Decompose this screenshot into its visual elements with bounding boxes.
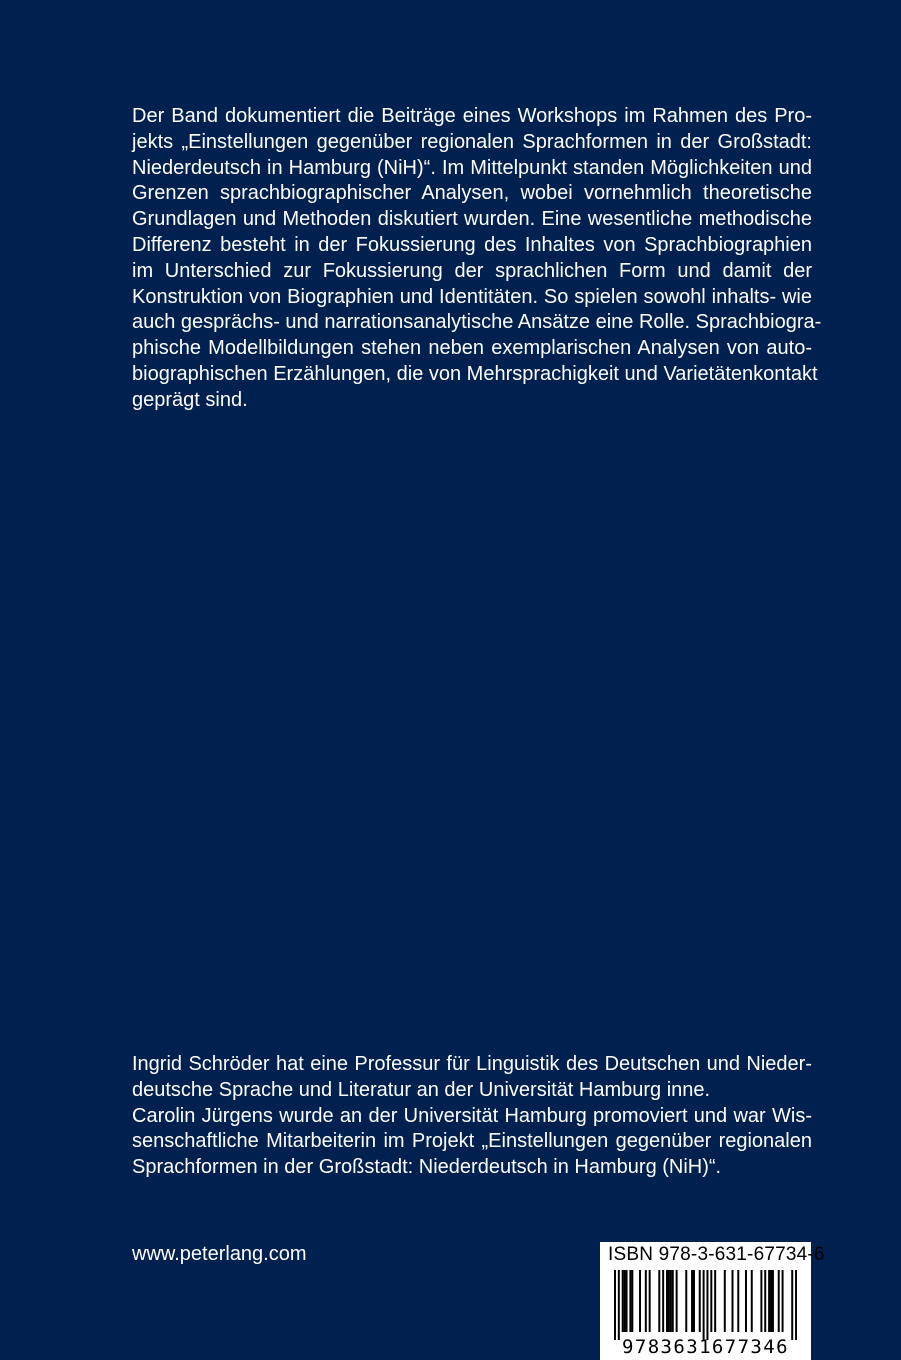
author-bio-line: Sprachformen in der Großstadt: Niederdeutsch in Hamburg (NiH)“. <box>132 1156 722 1179</box>
barcode-bar <box>626 1270 628 1332</box>
barcode-bar <box>768 1270 770 1332</box>
barcode-bar <box>714 1270 716 1332</box>
barcode-bar <box>670 1270 672 1332</box>
blurb-line: biographischen Erzählungen, die von Mehrsprachigkeit und Varietätenkontakt <box>132 362 818 385</box>
blurb-line: im Unterschied zur Fokussierung der sprachlichen Form und damit der <box>132 259 812 282</box>
barcode-bar <box>662 1270 664 1332</box>
barcode-bar <box>624 1270 626 1332</box>
author-bio-line: Carolin Jürgens wurde an der Universität Hamburg promoviert und war Wis- <box>132 1104 812 1127</box>
blurb-line: Grundlagen und Methoden diskutiert wurden. Eine wesentliche methodische <box>132 208 812 231</box>
blurb-line: Grenzen sprachbiographischer Analysen, wobei vornehmlich theoretische <box>132 182 812 205</box>
blurb-line: auch gesprächs- und narrationsanalytische Ansätze eine Rolle. Sprachbiogra- <box>132 311 822 334</box>
barcode-bar <box>770 1270 772 1332</box>
blurb-line: geprägt sind. <box>132 388 248 411</box>
blurb-line: Differenz besteht in der Fokussierung des Inhaltes von Sprachbiographien <box>132 233 812 256</box>
barcode-bar <box>672 1270 674 1332</box>
barcode-bar <box>699 1270 701 1332</box>
barcode-bar <box>782 1270 784 1332</box>
barcode-bar <box>618 1270 620 1340</box>
barcode-bar <box>760 1270 762 1332</box>
barcode-bar <box>645 1270 647 1332</box>
barcode-bar <box>691 1270 693 1332</box>
barcode-bar <box>629 1270 631 1332</box>
author-bio-line: Ingrid Schröder hat eine Professur für Linguistik des Deutschen und Nieder- <box>132 1053 812 1075</box>
blurb-line: Niederdeutsch in Hamburg (NiH)“. Im Mittelpunkt standen Möglichkeiten und <box>132 156 812 179</box>
barcode-bar <box>693 1270 695 1332</box>
barcode-bar <box>676 1270 678 1332</box>
barcode-bar <box>685 1270 687 1332</box>
barcode-bar <box>732 1270 734 1332</box>
barcode-bar <box>668 1270 670 1332</box>
barcode-bar <box>795 1270 797 1340</box>
barcode-bar <box>631 1270 633 1332</box>
barcode-bar <box>622 1270 624 1332</box>
barcode-bar <box>614 1270 616 1340</box>
isbn-label: ISBN 978-3-631-67734-6 <box>608 1244 825 1265</box>
blurb-line: jekts „Einstellungen gegenüber regionalen Sprachformen in der Großstadt: <box>132 130 812 153</box>
publisher-url[interactable]: www.peterlang.com <box>132 1243 307 1265</box>
isbn-barcode <box>600 1242 825 1360</box>
barcode-bar <box>649 1270 651 1332</box>
barcode-bar <box>778 1270 780 1332</box>
author-bio-line: deutsche Sprache und Literatur an der Universität Hamburg inne. <box>132 1078 711 1101</box>
barcode-bars <box>614 1270 797 1340</box>
blurb-line: phische Modellbildungen stehen neben exemplarischen Analysen von auto- <box>132 337 812 360</box>
barcode-bar <box>745 1270 747 1332</box>
barcode-bar <box>764 1270 766 1332</box>
barcode-bar <box>791 1270 793 1340</box>
barcode-bar <box>666 1270 668 1332</box>
barcode-bar <box>639 1270 641 1332</box>
barcode-bar <box>706 1270 708 1340</box>
barcode-bar <box>658 1270 660 1332</box>
barcode-bar <box>703 1270 705 1340</box>
barcode-bar <box>724 1270 726 1332</box>
barcode-bar <box>751 1270 753 1332</box>
blurb-text <box>132 104 822 414</box>
barcode-bar <box>737 1270 739 1332</box>
barcode-bar <box>710 1270 712 1332</box>
barcode-digits: 9783631677346 <box>622 1336 789 1358</box>
blurb-line: Konstruktion von Biographien und Identitäten. So spielen sowohl inhalts- wie <box>132 285 812 308</box>
author-bios <box>132 1052 812 1181</box>
blurb-line: Der Band dokumentiert die Beiträge eines Workshops im Rahmen des Pro- <box>132 105 812 127</box>
barcode-bar <box>772 1270 774 1332</box>
author-bio-line: senschaftliche Mitarbeiterin im Projekt „Einstellungen gegenüber regionalen <box>132 1130 812 1153</box>
